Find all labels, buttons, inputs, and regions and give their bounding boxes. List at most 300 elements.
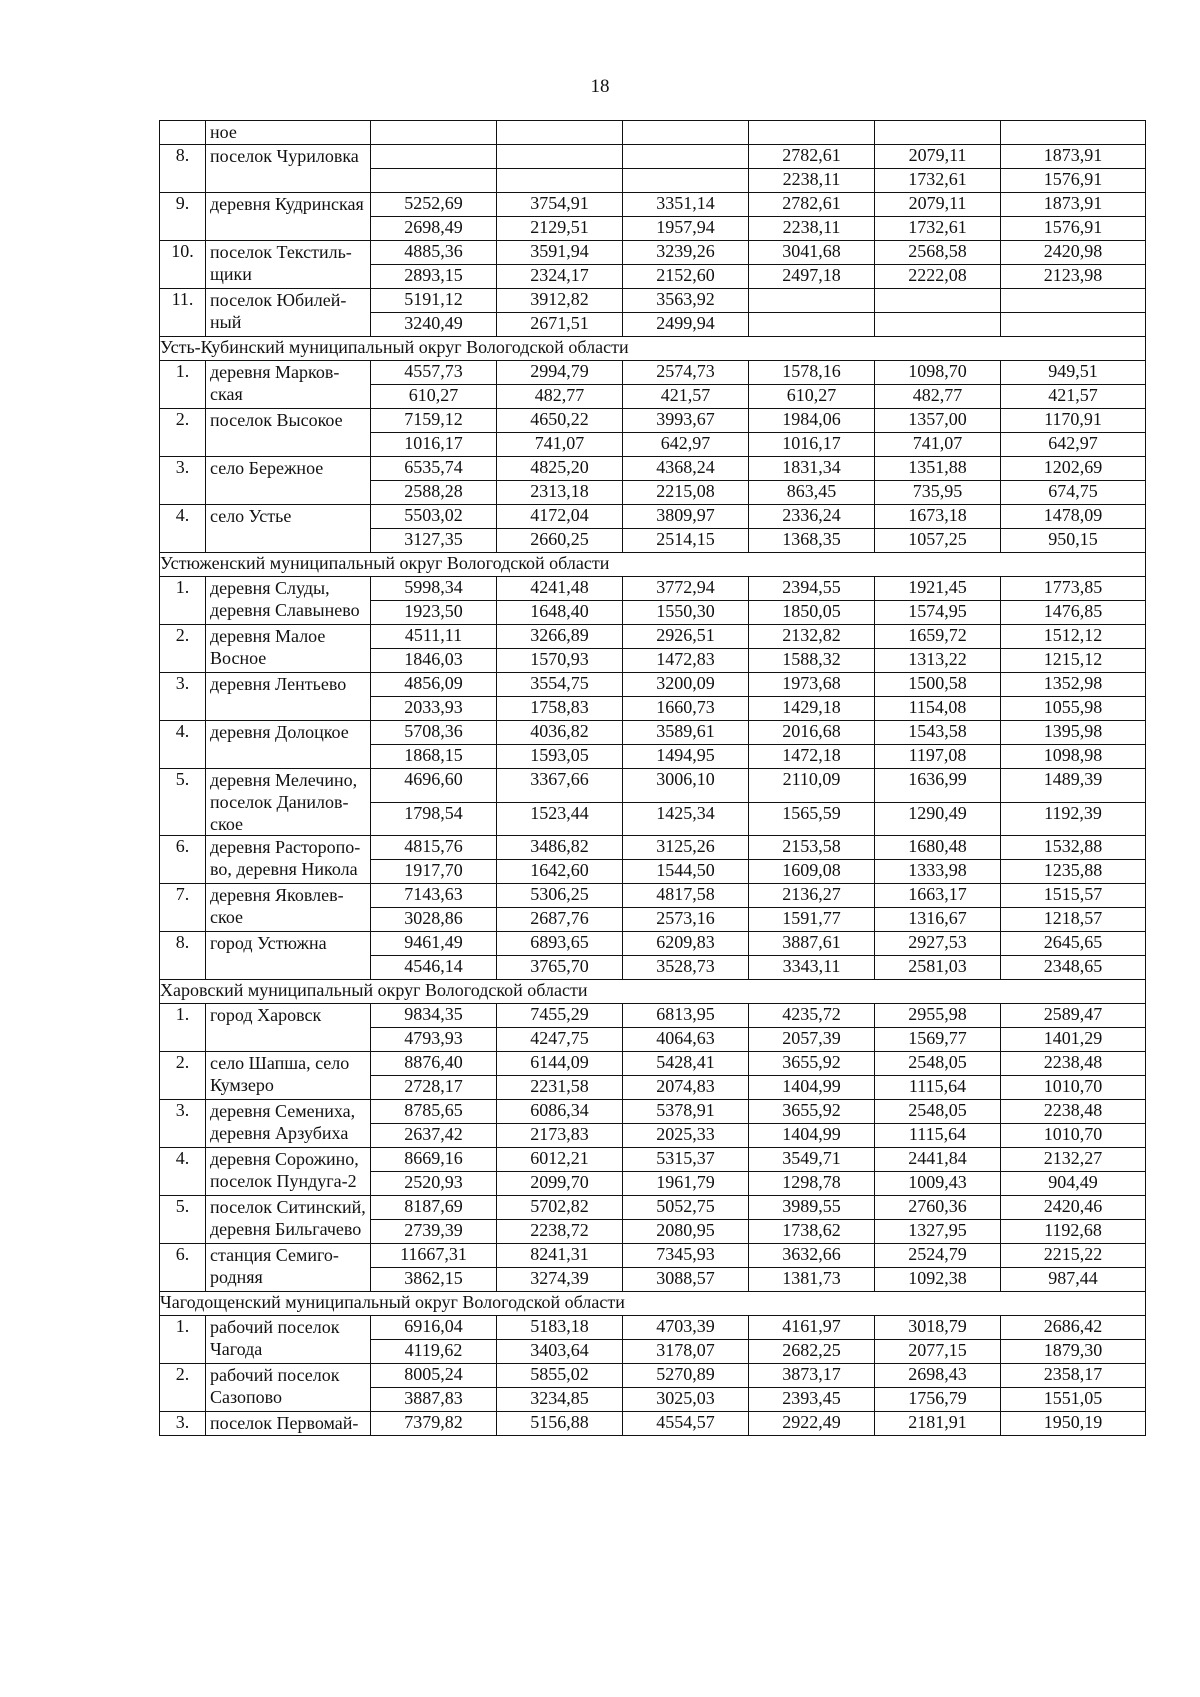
value-cell bbox=[623, 169, 749, 193]
value-cell: 1732,61 bbox=[875, 169, 1001, 193]
value-cell: 8241,31 bbox=[497, 1244, 623, 1268]
locality-name-cell: поселок Первомай- bbox=[206, 1412, 371, 1436]
value-cell: 2231,58 bbox=[497, 1076, 623, 1100]
value-cell: 2173,83 bbox=[497, 1124, 623, 1148]
value-cell: 7159,12 bbox=[371, 409, 497, 433]
value-cell: 4368,24 bbox=[623, 457, 749, 481]
table-row bbox=[160, 121, 1146, 145]
value-cell: 3351,14 bbox=[623, 193, 749, 217]
value-cell: 2152,60 bbox=[623, 265, 749, 289]
value-cell: 3025,03 bbox=[623, 1388, 749, 1412]
value-cell bbox=[371, 169, 497, 193]
value-cell: 5156,88 bbox=[497, 1412, 623, 1436]
value-cell: 1663,17 bbox=[875, 884, 1001, 908]
value-cell: 6209,83 bbox=[623, 932, 749, 956]
value-cell: 3862,15 bbox=[371, 1268, 497, 1292]
value-cell: 5183,18 bbox=[497, 1316, 623, 1340]
value-cell: 1476,85 bbox=[1001, 601, 1146, 625]
value-cell: 1523,44 bbox=[497, 802, 623, 836]
value-cell: 1098,98 bbox=[1001, 745, 1146, 769]
value-cell: 5052,75 bbox=[623, 1196, 749, 1220]
value-cell: 2129,51 bbox=[497, 217, 623, 241]
value-cell: 3200,09 bbox=[623, 673, 749, 697]
value-cell: 3266,89 bbox=[497, 625, 623, 649]
row-number-cell bbox=[160, 121, 206, 145]
locality-name-cell: поселок Юбилей-ный bbox=[206, 289, 371, 337]
value-cell: 2420,98 bbox=[1001, 241, 1146, 265]
value-cell: 5503,02 bbox=[371, 505, 497, 529]
value-cell: 2728,17 bbox=[371, 1076, 497, 1100]
table-row bbox=[160, 1412, 1146, 1436]
value-cell: 1351,88 bbox=[875, 457, 1001, 481]
value-cell: 3486,82 bbox=[497, 836, 623, 860]
value-cell: 6813,95 bbox=[623, 1004, 749, 1028]
value-cell: 1016,17 bbox=[371, 433, 497, 457]
row-number-cell: 2. bbox=[160, 1364, 206, 1412]
value-cell: 674,75 bbox=[1001, 481, 1146, 505]
value-cell: 1831,34 bbox=[749, 457, 875, 481]
value-cell: 5191,12 bbox=[371, 289, 497, 313]
value-cell: 2033,93 bbox=[371, 697, 497, 721]
value-cell: 9461,49 bbox=[371, 932, 497, 956]
value-cell: 1016,17 bbox=[749, 433, 875, 457]
row-number-cell: 6. bbox=[160, 836, 206, 884]
value-cell bbox=[1001, 121, 1146, 145]
value-cell: 3018,79 bbox=[875, 1316, 1001, 1340]
value-cell: 7379,82 bbox=[371, 1412, 497, 1436]
locality-name-cell: рабочий поселок Сазопово bbox=[206, 1364, 371, 1412]
value-cell: 2136,27 bbox=[749, 884, 875, 908]
value-cell: 1395,98 bbox=[1001, 721, 1146, 745]
value-cell bbox=[623, 121, 749, 145]
value-cell: 2393,45 bbox=[749, 1388, 875, 1412]
value-cell: 3912,82 bbox=[497, 289, 623, 313]
value-cell: 1798,54 bbox=[371, 802, 497, 836]
value-cell: 1578,16 bbox=[749, 361, 875, 385]
value-cell: 1544,50 bbox=[623, 860, 749, 884]
value-cell: 1192,68 bbox=[1001, 1220, 1146, 1244]
value-cell: 1368,35 bbox=[749, 529, 875, 553]
value-cell: 1404,99 bbox=[749, 1076, 875, 1100]
value-cell: 1489,39 bbox=[1001, 769, 1146, 803]
value-cell bbox=[1001, 313, 1146, 337]
value-cell: 8876,40 bbox=[371, 1052, 497, 1076]
value-cell: 4817,58 bbox=[623, 884, 749, 908]
district-title: Чагодощенский муниципальный округ Вологодской области bbox=[160, 1292, 1146, 1316]
value-cell: 2955,98 bbox=[875, 1004, 1001, 1028]
table-row bbox=[160, 145, 1146, 169]
value-cell: 2079,11 bbox=[875, 193, 1001, 217]
value-cell: 3274,39 bbox=[497, 1268, 623, 1292]
value-cell bbox=[497, 121, 623, 145]
value-cell: 4247,75 bbox=[497, 1028, 623, 1052]
value-cell: 2637,42 bbox=[371, 1124, 497, 1148]
value-cell: 1773,85 bbox=[1001, 577, 1146, 601]
value-cell: 5270,89 bbox=[623, 1364, 749, 1388]
row-number-cell: 2. bbox=[160, 409, 206, 457]
table-row bbox=[160, 289, 1146, 313]
value-cell: 1197,08 bbox=[875, 745, 1001, 769]
value-cell: 741,07 bbox=[497, 433, 623, 457]
row-number-cell: 3. bbox=[160, 1412, 206, 1436]
value-cell: 3765,70 bbox=[497, 956, 623, 980]
value-cell: 6012,21 bbox=[497, 1148, 623, 1172]
value-cell: 1404,99 bbox=[749, 1124, 875, 1148]
value-cell: 904,49 bbox=[1001, 1172, 1146, 1196]
value-cell: 610,27 bbox=[371, 385, 497, 409]
tariff-table bbox=[159, 120, 1146, 1436]
row-number-cell: 2. bbox=[160, 625, 206, 673]
value-cell: 2215,08 bbox=[623, 481, 749, 505]
row-number-cell: 3. bbox=[160, 673, 206, 721]
locality-name-cell: станция Семиго-родняя bbox=[206, 1244, 371, 1292]
value-cell: 1154,08 bbox=[875, 697, 1001, 721]
value-cell bbox=[749, 121, 875, 145]
value-cell: 1591,77 bbox=[749, 908, 875, 932]
value-cell: 2077,15 bbox=[875, 1340, 1001, 1364]
value-cell: 1984,06 bbox=[749, 409, 875, 433]
value-cell: 2568,58 bbox=[875, 241, 1001, 265]
value-cell: 7455,29 bbox=[497, 1004, 623, 1028]
value-cell: 2686,42 bbox=[1001, 1316, 1146, 1340]
value-cell: 3006,10 bbox=[623, 769, 749, 803]
value-cell: 1010,70 bbox=[1001, 1124, 1146, 1148]
value-cell: 2181,91 bbox=[875, 1412, 1001, 1436]
value-cell bbox=[1001, 289, 1146, 313]
value-cell: 1756,79 bbox=[875, 1388, 1001, 1412]
value-cell: 4557,73 bbox=[371, 361, 497, 385]
value-cell: 2581,03 bbox=[875, 956, 1001, 980]
value-cell: 1648,40 bbox=[497, 601, 623, 625]
value-cell: 2222,08 bbox=[875, 265, 1001, 289]
locality-name-cell: поселок Чуриловка bbox=[206, 145, 371, 193]
row-number-cell: 1. bbox=[160, 1004, 206, 1052]
value-cell: 2645,65 bbox=[1001, 932, 1146, 956]
value-cell: 3873,17 bbox=[749, 1364, 875, 1388]
district-header-row bbox=[160, 553, 1146, 577]
locality-name-cell: деревня Долоцкое bbox=[206, 721, 371, 769]
locality-name-cell: ное bbox=[206, 121, 371, 145]
row-number-cell: 1. bbox=[160, 577, 206, 625]
value-cell: 2336,24 bbox=[749, 505, 875, 529]
value-cell: 3041,68 bbox=[749, 241, 875, 265]
value-cell: 1327,95 bbox=[875, 1220, 1001, 1244]
value-cell: 2079,11 bbox=[875, 145, 1001, 169]
value-cell: 5252,69 bbox=[371, 193, 497, 217]
value-cell: 5428,41 bbox=[623, 1052, 749, 1076]
row-number-cell: 3. bbox=[160, 1100, 206, 1148]
value-cell: 2025,33 bbox=[623, 1124, 749, 1148]
value-cell: 2238,11 bbox=[749, 169, 875, 193]
value-cell: 1429,18 bbox=[749, 697, 875, 721]
value-cell: 2153,58 bbox=[749, 836, 875, 860]
value-cell: 2926,51 bbox=[623, 625, 749, 649]
table-row bbox=[160, 577, 1146, 601]
value-cell: 1472,18 bbox=[749, 745, 875, 769]
value-cell: 2499,94 bbox=[623, 313, 749, 337]
locality-name-cell: деревня Слуды, деревня Славынево bbox=[206, 577, 371, 625]
value-cell: 4856,09 bbox=[371, 673, 497, 697]
locality-name-cell: деревня Кудринская bbox=[206, 193, 371, 241]
value-cell: 3240,49 bbox=[371, 313, 497, 337]
value-cell bbox=[497, 169, 623, 193]
tariff-table-body bbox=[160, 121, 1146, 1436]
value-cell: 4511,11 bbox=[371, 625, 497, 649]
table-row bbox=[160, 1196, 1146, 1220]
value-cell: 3989,55 bbox=[749, 1196, 875, 1220]
value-cell: 1381,73 bbox=[749, 1268, 875, 1292]
row-number-cell: 2. bbox=[160, 1052, 206, 1100]
table-row bbox=[160, 884, 1146, 908]
value-cell: 4554,57 bbox=[623, 1412, 749, 1436]
value-cell: 1098,70 bbox=[875, 361, 1001, 385]
value-cell: 4703,39 bbox=[623, 1316, 749, 1340]
value-cell: 4815,76 bbox=[371, 836, 497, 860]
locality-name-cell: поселок Высокое bbox=[206, 409, 371, 457]
value-cell: 1218,57 bbox=[1001, 908, 1146, 932]
value-cell: 1425,34 bbox=[623, 802, 749, 836]
value-cell: 2524,79 bbox=[875, 1244, 1001, 1268]
value-cell: 1569,77 bbox=[875, 1028, 1001, 1052]
value-cell: 1202,69 bbox=[1001, 457, 1146, 481]
value-cell: 5378,91 bbox=[623, 1100, 749, 1124]
value-cell: 3887,61 bbox=[749, 932, 875, 956]
row-number-cell: 9. bbox=[160, 193, 206, 241]
value-cell: 4036,82 bbox=[497, 721, 623, 745]
value-cell: 1515,57 bbox=[1001, 884, 1146, 908]
value-cell: 1316,67 bbox=[875, 908, 1001, 932]
value-cell: 3809,97 bbox=[623, 505, 749, 529]
value-cell: 1921,45 bbox=[875, 577, 1001, 601]
value-cell: 3127,35 bbox=[371, 529, 497, 553]
value-cell: 1642,60 bbox=[497, 860, 623, 884]
value-cell bbox=[371, 121, 497, 145]
value-cell: 1543,58 bbox=[875, 721, 1001, 745]
value-cell: 1290,49 bbox=[875, 802, 1001, 836]
value-cell: 3655,92 bbox=[749, 1100, 875, 1124]
value-cell: 2099,70 bbox=[497, 1172, 623, 1196]
value-cell: 2782,61 bbox=[749, 145, 875, 169]
value-cell: 5855,02 bbox=[497, 1364, 623, 1388]
value-cell: 1115,64 bbox=[875, 1124, 1001, 1148]
table-row bbox=[160, 241, 1146, 265]
value-cell: 11667,31 bbox=[371, 1244, 497, 1268]
value-cell: 1115,64 bbox=[875, 1076, 1001, 1100]
value-cell: 4235,72 bbox=[749, 1004, 875, 1028]
row-number-cell: 5. bbox=[160, 769, 206, 836]
value-cell: 2313,18 bbox=[497, 481, 623, 505]
value-cell: 4793,93 bbox=[371, 1028, 497, 1052]
value-cell: 2080,95 bbox=[623, 1220, 749, 1244]
value-cell: 2698,43 bbox=[875, 1364, 1001, 1388]
value-cell: 1636,99 bbox=[875, 769, 1001, 803]
locality-name-cell: село Шапша, село Кумзеро bbox=[206, 1052, 371, 1100]
value-cell: 3403,64 bbox=[497, 1340, 623, 1364]
value-cell: 5306,25 bbox=[497, 884, 623, 908]
table-row bbox=[160, 1316, 1146, 1340]
locality-name-cell: деревня Малое Восное bbox=[206, 625, 371, 673]
value-cell: 3234,85 bbox=[497, 1388, 623, 1412]
value-cell: 5998,34 bbox=[371, 577, 497, 601]
value-cell: 1957,94 bbox=[623, 217, 749, 241]
value-cell: 421,57 bbox=[623, 385, 749, 409]
value-cell: 1478,09 bbox=[1001, 505, 1146, 529]
locality-name-cell: деревня Лентьево bbox=[206, 673, 371, 721]
value-cell: 2348,65 bbox=[1001, 956, 1146, 980]
row-number-cell: 10. bbox=[160, 241, 206, 289]
value-cell: 1593,05 bbox=[497, 745, 623, 769]
value-cell: 1588,32 bbox=[749, 649, 875, 673]
value-cell: 1868,15 bbox=[371, 745, 497, 769]
value-cell: 3591,94 bbox=[497, 241, 623, 265]
table-row bbox=[160, 1004, 1146, 1028]
value-cell: 610,27 bbox=[749, 385, 875, 409]
value-cell: 1576,91 bbox=[1001, 217, 1146, 241]
value-cell: 4825,20 bbox=[497, 457, 623, 481]
district-header-row bbox=[160, 1292, 1146, 1316]
value-cell: 1494,95 bbox=[623, 745, 749, 769]
value-cell: 1574,95 bbox=[875, 601, 1001, 625]
locality-name-cell: деревня Мелечино, поселок Данилов-ское bbox=[206, 769, 371, 836]
value-cell: 1738,62 bbox=[749, 1220, 875, 1244]
value-cell: 2760,36 bbox=[875, 1196, 1001, 1220]
value-cell: 1298,78 bbox=[749, 1172, 875, 1196]
value-cell: 3088,57 bbox=[623, 1268, 749, 1292]
table-row bbox=[160, 457, 1146, 481]
value-cell: 3028,86 bbox=[371, 908, 497, 932]
value-cell bbox=[875, 289, 1001, 313]
value-cell: 1660,73 bbox=[623, 697, 749, 721]
value-cell: 5315,37 bbox=[623, 1148, 749, 1172]
table-row bbox=[160, 1100, 1146, 1124]
value-cell: 2441,84 bbox=[875, 1148, 1001, 1172]
district-title: Харовский муниципальный округ Вологодской области bbox=[160, 980, 1146, 1004]
value-cell: 1873,91 bbox=[1001, 193, 1146, 217]
value-cell: 1570,93 bbox=[497, 649, 623, 673]
value-cell: 2589,47 bbox=[1001, 1004, 1146, 1028]
value-cell bbox=[875, 121, 1001, 145]
value-cell: 1609,08 bbox=[749, 860, 875, 884]
locality-name-cell: город Харовск bbox=[206, 1004, 371, 1052]
value-cell: 2238,11 bbox=[749, 217, 875, 241]
value-cell: 1170,91 bbox=[1001, 409, 1146, 433]
value-cell: 1532,88 bbox=[1001, 836, 1146, 860]
value-cell: 1472,83 bbox=[623, 649, 749, 673]
value-cell: 6144,09 bbox=[497, 1052, 623, 1076]
locality-name-cell: деревня Расторопо-во, деревня Никола bbox=[206, 836, 371, 884]
value-cell: 6916,04 bbox=[371, 1316, 497, 1340]
district-header-row bbox=[160, 980, 1146, 1004]
value-cell: 3554,75 bbox=[497, 673, 623, 697]
value-cell: 2893,15 bbox=[371, 265, 497, 289]
value-cell: 4696,60 bbox=[371, 769, 497, 803]
row-number-cell: 4. bbox=[160, 505, 206, 553]
value-cell: 2132,82 bbox=[749, 625, 875, 649]
value-cell: 2497,18 bbox=[749, 265, 875, 289]
value-cell bbox=[497, 145, 623, 169]
value-cell: 1659,72 bbox=[875, 625, 1001, 649]
value-cell: 741,07 bbox=[875, 433, 1001, 457]
value-cell: 7143,63 bbox=[371, 884, 497, 908]
value-cell: 2927,53 bbox=[875, 932, 1001, 956]
district-title: Устюженский муниципальный округ Вологодской области bbox=[160, 553, 1146, 577]
value-cell: 735,95 bbox=[875, 481, 1001, 505]
value-cell: 1732,61 bbox=[875, 217, 1001, 241]
value-cell: 3528,73 bbox=[623, 956, 749, 980]
value-cell: 2016,68 bbox=[749, 721, 875, 745]
value-cell: 1057,25 bbox=[875, 529, 1001, 553]
value-cell: 6086,34 bbox=[497, 1100, 623, 1124]
value-cell: 4885,36 bbox=[371, 241, 497, 265]
locality-name-cell: деревня Семениха, деревня Арзубиха bbox=[206, 1100, 371, 1148]
value-cell: 3993,67 bbox=[623, 409, 749, 433]
value-cell: 2110,09 bbox=[749, 769, 875, 803]
row-number-cell: 1. bbox=[160, 1316, 206, 1364]
row-number-cell: 8. bbox=[160, 145, 206, 193]
row-number-cell: 4. bbox=[160, 721, 206, 769]
value-cell: 2922,49 bbox=[749, 1412, 875, 1436]
value-cell: 8669,16 bbox=[371, 1148, 497, 1172]
value-cell: 863,45 bbox=[749, 481, 875, 505]
value-cell: 6535,74 bbox=[371, 457, 497, 481]
value-cell: 1680,48 bbox=[875, 836, 1001, 860]
value-cell: 2574,73 bbox=[623, 361, 749, 385]
value-cell: 4241,48 bbox=[497, 577, 623, 601]
value-cell: 1850,05 bbox=[749, 601, 875, 625]
value-cell: 7345,93 bbox=[623, 1244, 749, 1268]
table-row bbox=[160, 836, 1146, 860]
value-cell: 4650,22 bbox=[497, 409, 623, 433]
value-cell: 2588,28 bbox=[371, 481, 497, 505]
table-row bbox=[160, 193, 1146, 217]
value-cell: 3772,94 bbox=[623, 577, 749, 601]
value-cell: 8005,24 bbox=[371, 1364, 497, 1388]
row-number-cell: 5. bbox=[160, 1196, 206, 1244]
table-row bbox=[160, 505, 1146, 529]
table-row bbox=[160, 1052, 1146, 1076]
value-cell: 2074,83 bbox=[623, 1076, 749, 1100]
table-row bbox=[160, 625, 1146, 649]
value-cell: 2358,17 bbox=[1001, 1364, 1146, 1388]
table-row bbox=[160, 1244, 1146, 1268]
value-cell: 4161,97 bbox=[749, 1316, 875, 1340]
value-cell: 8785,65 bbox=[371, 1100, 497, 1124]
value-cell: 1879,30 bbox=[1001, 1340, 1146, 1364]
value-cell bbox=[371, 145, 497, 169]
value-cell: 2132,27 bbox=[1001, 1148, 1146, 1172]
value-cell: 1950,19 bbox=[1001, 1412, 1146, 1436]
value-cell: 3887,83 bbox=[371, 1388, 497, 1412]
locality-name-cell: село Устье bbox=[206, 505, 371, 553]
value-cell bbox=[875, 313, 1001, 337]
value-cell: 949,51 bbox=[1001, 361, 1146, 385]
value-cell: 1973,68 bbox=[749, 673, 875, 697]
page-number: 18 bbox=[590, 76, 610, 97]
value-cell: 642,97 bbox=[1001, 433, 1146, 457]
value-cell: 3655,92 bbox=[749, 1052, 875, 1076]
value-cell: 1873,91 bbox=[1001, 145, 1146, 169]
row-number-cell: 11. bbox=[160, 289, 206, 337]
value-cell: 2698,49 bbox=[371, 217, 497, 241]
value-cell: 1673,18 bbox=[875, 505, 1001, 529]
value-cell: 1961,79 bbox=[623, 1172, 749, 1196]
value-cell: 2994,79 bbox=[497, 361, 623, 385]
district-header-row bbox=[160, 337, 1146, 361]
locality-name-cell: поселок Ситинский, деревня Бильгачево bbox=[206, 1196, 371, 1244]
value-cell: 987,44 bbox=[1001, 1268, 1146, 1292]
locality-name-cell: поселок Текстиль-щики bbox=[206, 241, 371, 289]
value-cell: 1357,00 bbox=[875, 409, 1001, 433]
